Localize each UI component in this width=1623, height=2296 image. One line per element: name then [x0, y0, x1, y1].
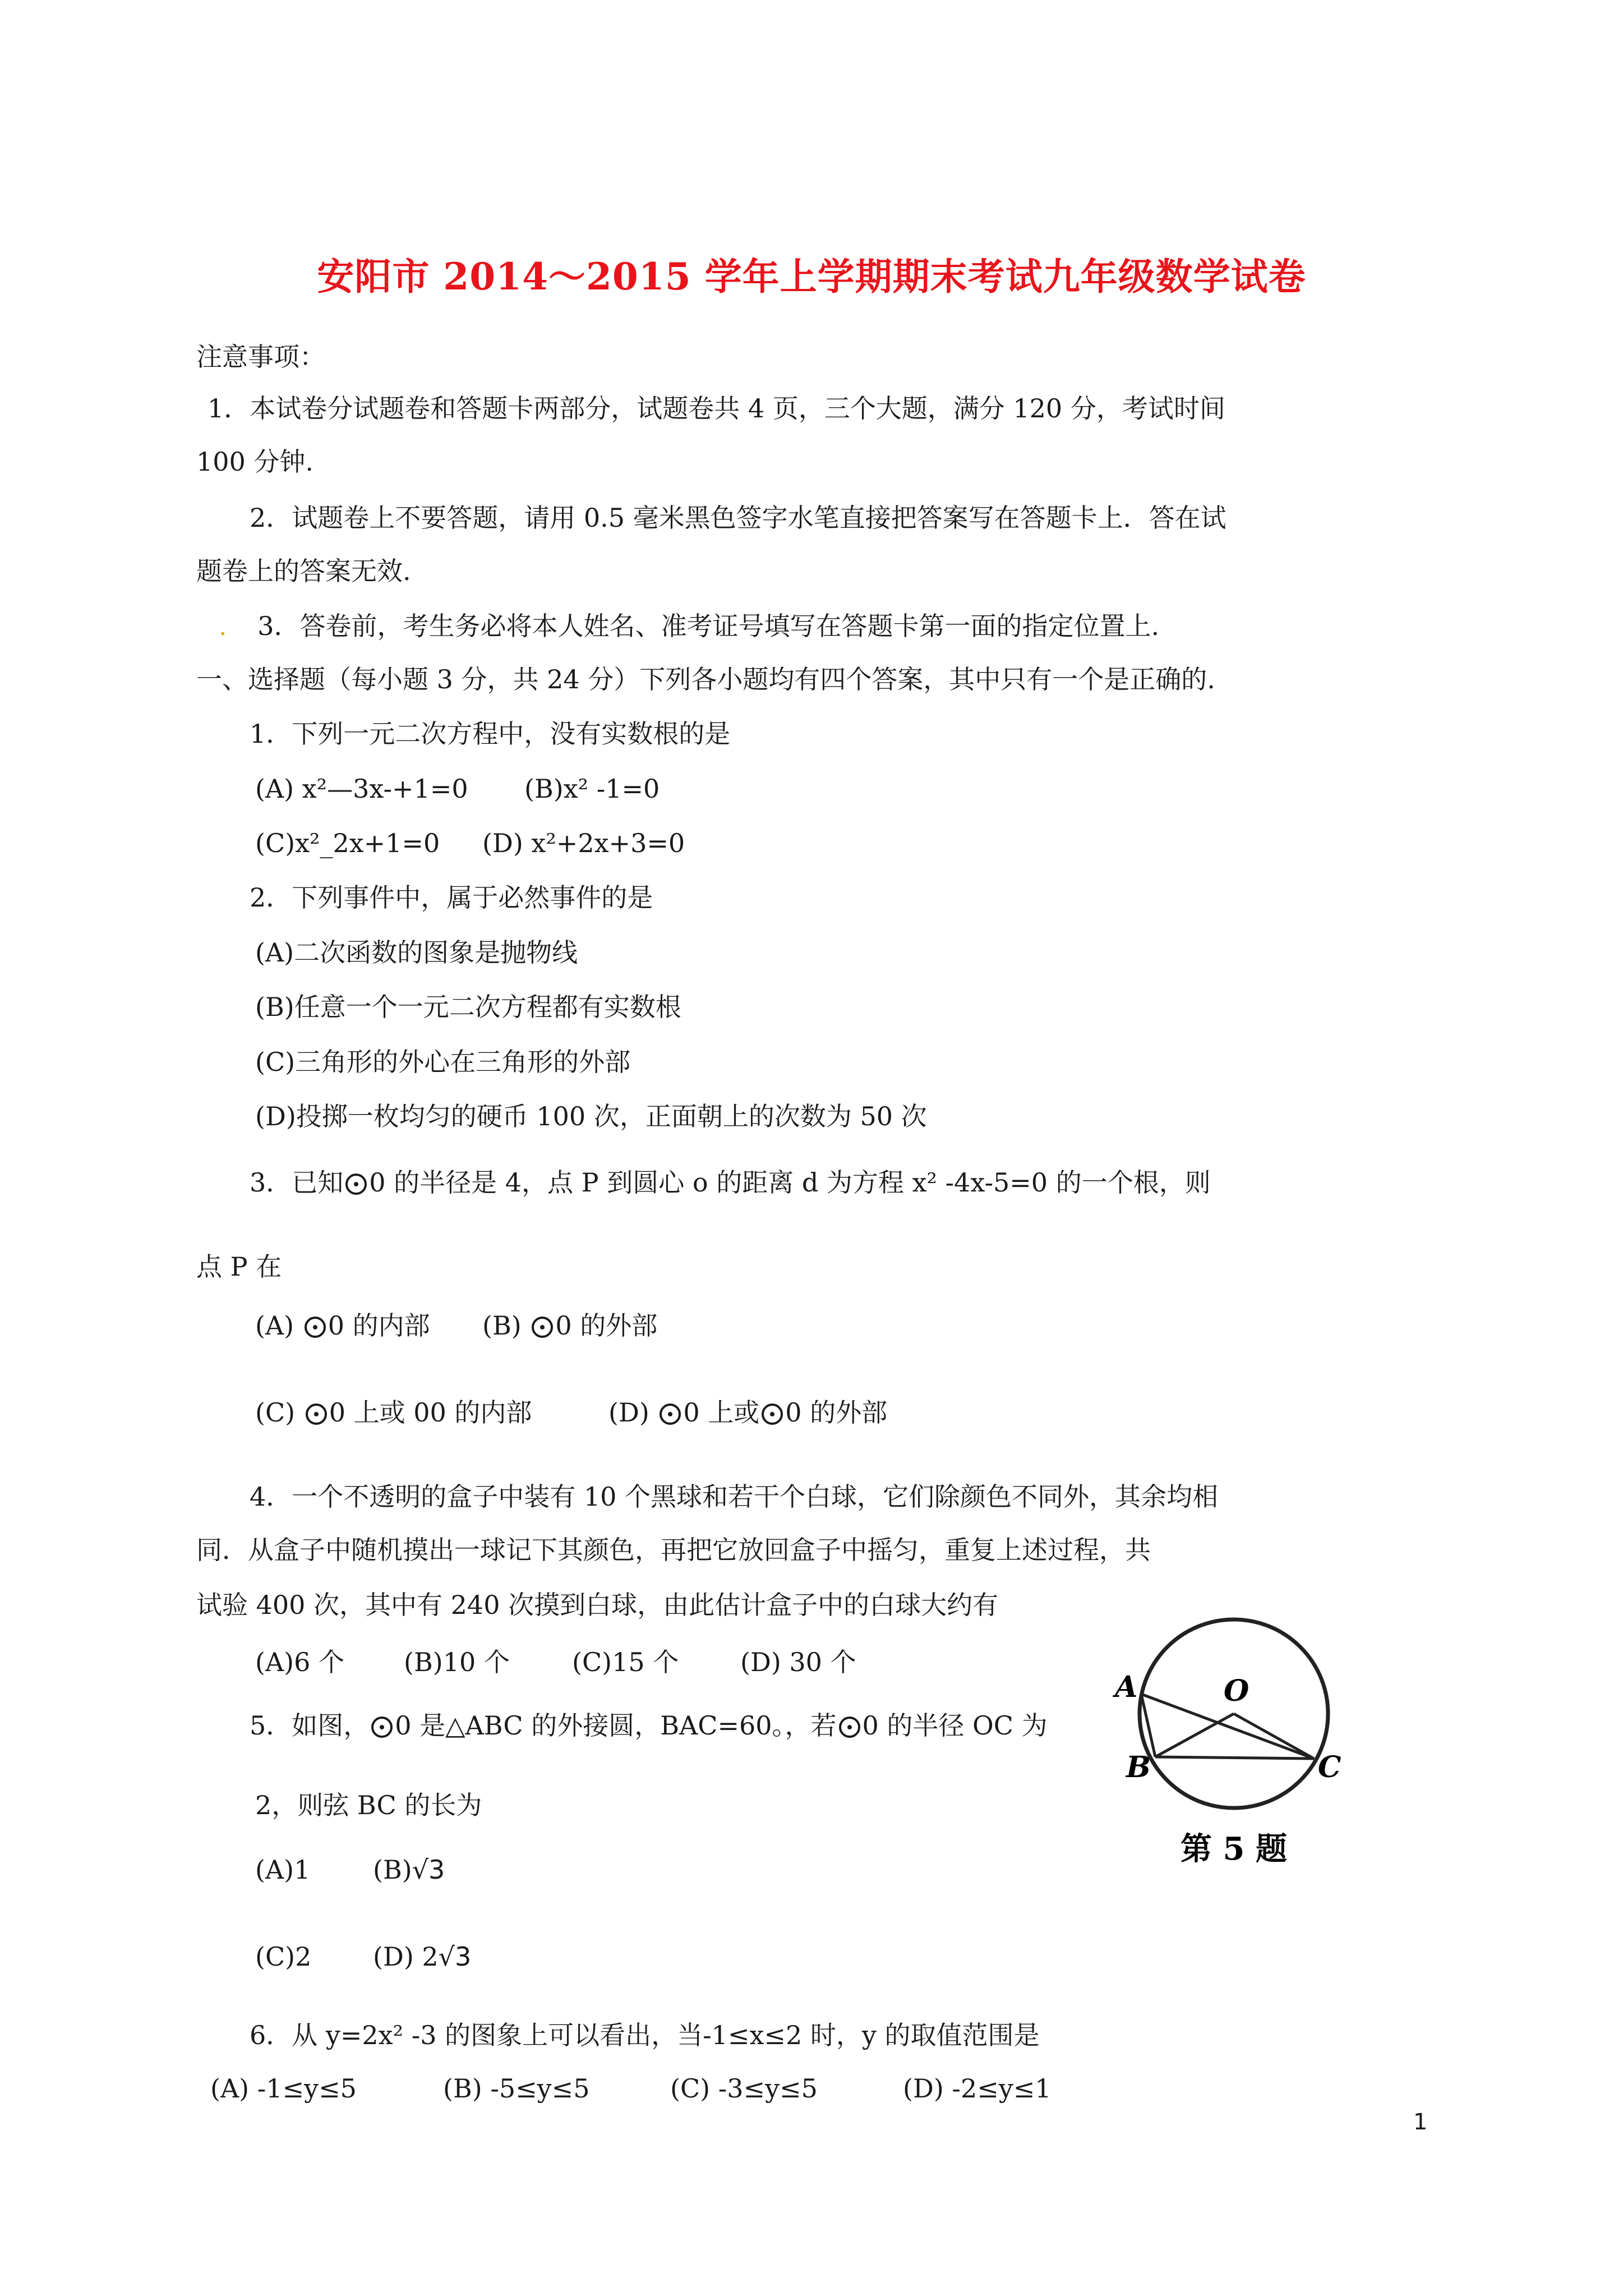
q4-option-a: (A)6 个 [255, 1647, 345, 1677]
segment-oc [1234, 1714, 1314, 1759]
q5-circle-figure [1099, 1610, 1368, 1874]
sqrt-three: √3 [438, 1941, 472, 1972]
q1-option-d: (D) x²+2x+3=0 [482, 828, 685, 858]
circle-dot-icon [660, 1404, 681, 1425]
q2-option-a: (A)二次函数的图象是抛物线 [255, 937, 578, 968]
q5-option-d: (D) 2√3 [373, 1941, 472, 1972]
label-a: A [1115, 1670, 1138, 1704]
notice-item-2: 2．试题卷上不要答题，请用 0.5 毫米黑色签字水笔直接把答案写在答题卡上．答在试 [250, 503, 1227, 533]
q2-option-b: (B)任意一个一元二次方程都有实数根 [255, 992, 681, 1022]
q5-option-c: (C)2 [255, 1941, 312, 1972]
notice-heading: 注意事项： [196, 342, 325, 372]
q4-stem-line-1: 4．一个不透明的盒子中装有 10 个黑球和若干个白球，它们除颜色不同外，其余均相 [250, 1481, 1219, 1512]
segment-ob [1155, 1714, 1234, 1757]
q3-option-c: (C) 0 上或 00 的内部 [255, 1397, 532, 1428]
q2-option-d: (D)投掷一枚均匀的硬币 100 次，正面朝上的次数为 50 次 [255, 1101, 927, 1131]
q4-option-c: (C)15 个 [572, 1647, 679, 1677]
circle-dot-icon [306, 1404, 327, 1425]
q3-stem-cont: 点 P 在 [196, 1251, 282, 1282]
segment-bc [1155, 1757, 1314, 1759]
q4-stem-line-2: 同．从盒子中随机摸出一球记下其颜色，再把它放回盒子中摇匀，重复上述过程，共 [196, 1535, 1151, 1565]
q6-option-b: (B) -5≤y≤5 [443, 2073, 590, 2104]
q5-stem: 5．如图， 0 是△ABC 的外接圆，BAC=60。，若 0 的半径 OC 为 [250, 1710, 1048, 1741]
circle-dot-icon [345, 1174, 367, 1195]
label-b: B [1126, 1750, 1151, 1784]
page-number: 1 [1413, 2109, 1428, 2135]
q1-option-b: (B)x² -1=0 [524, 774, 660, 804]
q2-option-c: (C)三角形的外心在三角形的外部 [255, 1047, 631, 1077]
q3-option-a: (A) 0 的内部 [255, 1310, 430, 1341]
q1-stem: 1．下列一元二次方程中，没有实数根的是 [250, 719, 731, 749]
q3-stem: 3．已知 0 的半径是 4，点 P 到圆心 o 的距离 d 为方程 x² -4x-5=0 的一个根，则 [250, 1167, 1211, 1198]
q1-option-c: (C)x²_2x+1=0 [255, 828, 440, 858]
label-c: C [1318, 1750, 1341, 1784]
label-o: O [1224, 1674, 1249, 1708]
q5-option-b: (B)√3 [373, 1855, 445, 1885]
q6-option-d: (D) -2≤y≤1 [903, 2073, 1052, 2104]
section-1-heading: 一、选择题（每小题 3 分，共 24 分）下列各小题均有四个答案，其中只有一个是正确的. [196, 664, 1215, 694]
q6-option-a: (A) -1≤y≤5 [210, 2073, 357, 2104]
q6-option-c: (C) -3≤y≤5 [670, 2073, 818, 2104]
q4-option-b: (B)10 个 [404, 1647, 510, 1677]
figure-caption: 第 5 题 [1181, 1830, 1287, 1867]
q4-option-d: (D) 30 个 [740, 1647, 856, 1677]
q5-stem-cont: 2，则弦 BC 的长为 [255, 1790, 482, 1820]
sqrt-three: √3 [412, 1855, 445, 1885]
notice-item-3: . 3．答卷前，考生务必将本人姓名、准考证号填写在答题卡第一面的指定位置上. [219, 611, 1160, 641]
notice-item-2-cont: 题卷上的答案无效. [196, 556, 411, 586]
notice-item-1-cont: 100 分钟. [196, 447, 314, 477]
stray-dot: . [219, 611, 227, 641]
q3-option-b: (B) 0 的外部 [482, 1310, 658, 1341]
circle-dot-icon [762, 1404, 783, 1425]
circle-dot-icon [839, 1717, 860, 1738]
q4-stem-line-3: 试验 400 次，其中有 240 次摸到白球，由此估计盒子中的白球大约有 [196, 1590, 999, 1620]
q5-option-a: (A)1 [255, 1855, 311, 1885]
q6-stem: 6．从 y=2x² -3 的图象上可以看出，当-1≤x≤2 时，y 的取值范围是 [250, 2020, 1040, 2050]
q3-option-d: (D) 0 上或 0 的外部 [608, 1397, 888, 1428]
q1-option-a: (A) x²—3x-+1=0 [255, 774, 468, 804]
notice-item-1: 1．本试卷分试题卷和答题卡两部分，试题卷共 4 页，三个大题，满分 120 分，考试时间 [208, 393, 1225, 424]
segment-ab [1141, 1694, 1155, 1757]
circle-dot-icon [305, 1317, 326, 1338]
circle-dot-icon [371, 1717, 393, 1738]
exam-title: 安阳市 2014～2015 学年上学期期末考试九年级数学试卷 [317, 255, 1306, 298]
circle-dot-icon [532, 1317, 553, 1338]
q2-stem: 2．下列事件中，属于必然事件的是 [250, 882, 653, 913]
